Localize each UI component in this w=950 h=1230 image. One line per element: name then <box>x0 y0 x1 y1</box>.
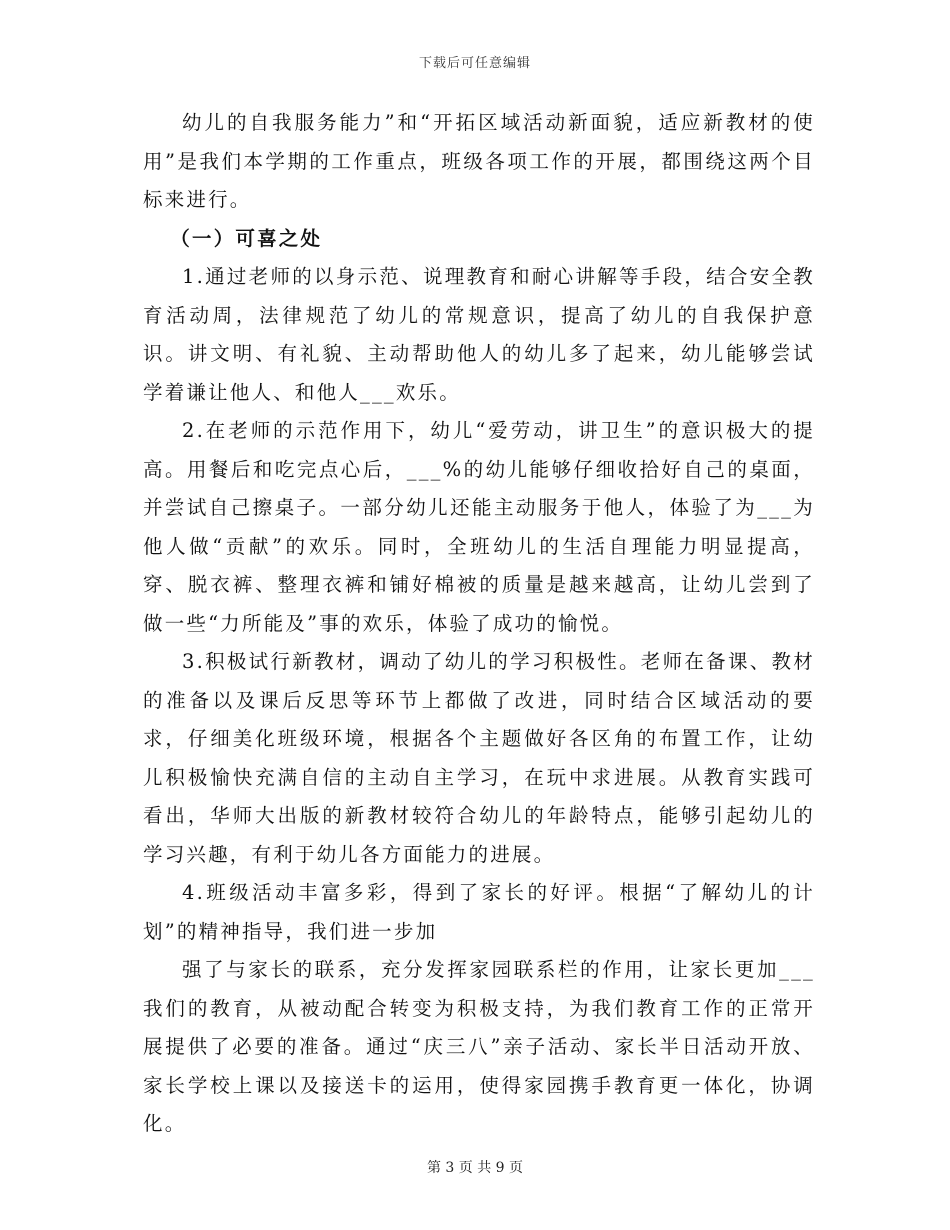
page-number: 第 3 页 共 9 页 <box>426 1160 524 1176</box>
paragraph-item-4: 4.班级活动丰富多彩，得到了家长的好评。根据“了解幼儿的计划”的精神指导，我们进一步加 <box>143 881 815 943</box>
paragraph-intro: 幼儿的自我服务能力”和“开拓区域活动新面貌，适应新教材的使用”是我们本学期的工作重点，班级各项工作的开展，都围绕这两个目标来进行。 <box>143 111 815 211</box>
paragraph-item-2: 2.在老师的示范作用下，幼儿“爱劳动，讲卫生”的意识极大的提高。用餐后和吃完点心后，___%的幼儿能够仔细收拾好自己的桌面，并尝试自己擦桌子。一部分幼儿还能主动服务于他人，体验了为___为他人做“贡献”的欢乐。同时，全班幼儿的生活自理能力明显提高，穿、脱衣裤、整理衣裤和铺好棉被的质量是越来越高，让幼儿尝到了做一些“力所能及”事的欢乐，体验了成功的愉悦。 <box>143 419 815 635</box>
document-body <box>143 104 815 1144</box>
page-header: 下载后可任意编辑 <box>418 56 531 71</box>
paragraph-item-1: 1.通过老师的以身示范、说理教育和耐心讲解等手段，结合安全教育活动周，法律规范了幼儿的常规意识，提高了幼儿的自我保护意识。讲文明、有礼貌、主动帮助他人的幼儿多了起来，幼儿能够尝试学着谦让他人、和他人___欢乐。 <box>143 265 815 404</box>
section-heading: （一）可喜之处 <box>170 226 323 250</box>
paragraph-item-3: 3.积极试行新教材，调动了幼儿的学习积极性。老师在备课、教材的准备以及课后反思等环节上都做了改进，同时结合区域活动的要求，仔细美化班级环境，根据各个主题做好各区角的布置工作，让幼儿积极愉快充满自信的主动自主学习，在玩中求进展。从教育实践可看出，华师大出版的新教材较符合幼儿的年龄特点，能够引起幼儿的学习兴趣，有利于幼儿各方面能力的进展。 <box>143 650 815 866</box>
paragraph-item-4-continued: 强了与家长的联系，充分发挥家园联系栏的作用，让家长更加___我们的教育，从被动配合转变为积极支持，为我们教育工作的正常开展提供了必要的准备。通过“庆三八”亲子活动、家长半日活动开放、家长学校上课以及接送卡的运用，使得家园携手教育更一体化，协调化。 <box>143 958 815 1135</box>
